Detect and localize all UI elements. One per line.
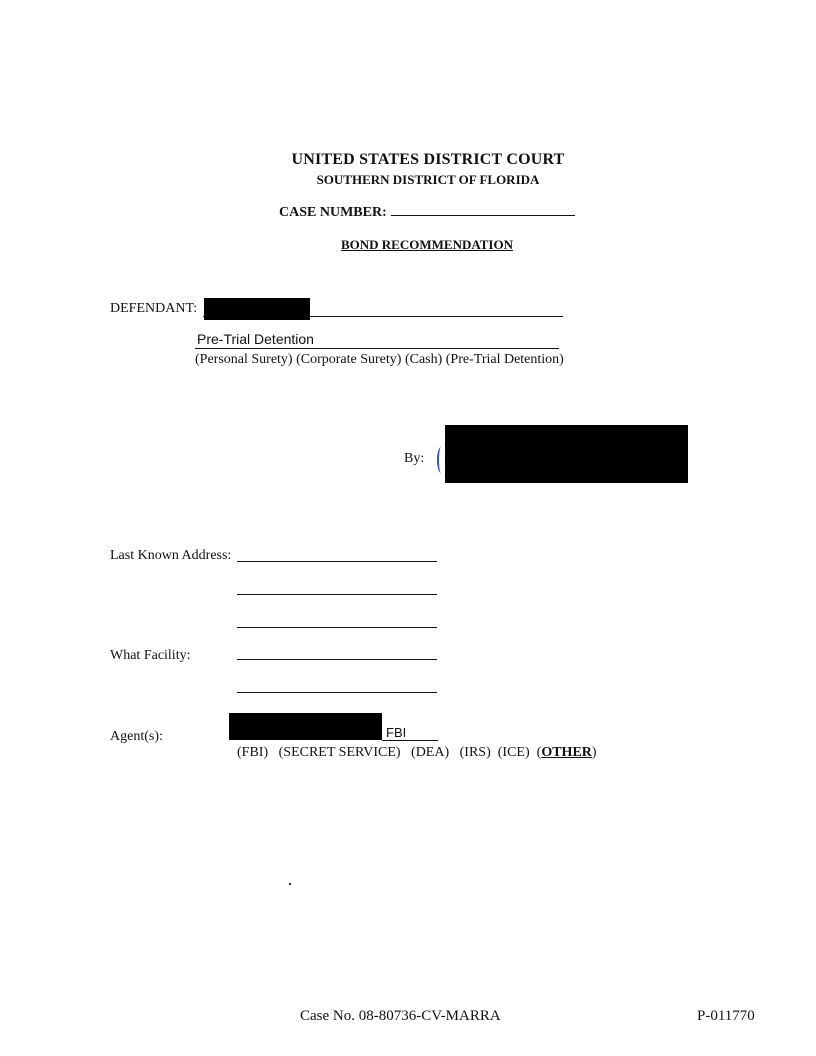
facility-line-2 xyxy=(237,692,437,693)
address-label: Last Known Address: xyxy=(110,548,232,563)
bond-type-value: Pre-Trial Detention xyxy=(197,331,314,347)
agency-options: (FBI) (SECRET SERVICE) (DEA) (IRS) (ICE) (OTHER) xyxy=(237,745,597,760)
agent-name-redaction xyxy=(229,713,382,740)
agency-option-ice: (ICE) xyxy=(497,745,530,760)
signature-redaction xyxy=(445,425,688,483)
stray-dot xyxy=(289,883,291,885)
agency-option-fbi: (FBI) xyxy=(237,745,269,760)
address-line-1 xyxy=(237,561,437,562)
case-number-label: CASE NUMBER: xyxy=(279,205,387,220)
agency-option-irs: (IRS) xyxy=(459,745,491,760)
agency-option-other: OTHER xyxy=(541,745,592,760)
footer-page-id: P-011770 xyxy=(697,1008,755,1024)
case-number-row xyxy=(279,203,575,221)
facility-label: What Facility: xyxy=(110,648,191,663)
agency-option-secret-service: (SECRET SERVICE) xyxy=(278,745,401,760)
court-name: UNITED STATES DISTRICT COURT xyxy=(291,151,565,168)
form-title: BOND RECOMMENDATION xyxy=(340,237,513,252)
address-line-3 xyxy=(237,627,437,628)
agent-agency-value: FBI xyxy=(386,725,407,740)
defendant-label: DEFENDANT: xyxy=(110,301,198,316)
case-number-field xyxy=(391,203,575,216)
defendant-name-redaction xyxy=(204,298,310,320)
court-district: SOUTHERN DISTRICT OF FLORIDA xyxy=(316,172,540,187)
signature-stroke xyxy=(437,447,445,473)
agent-line xyxy=(382,740,438,741)
footer-case-number: Case No. 08-80736-CV-MARRA xyxy=(300,1008,501,1024)
bond-type-options: (Personal Surety) (Corporate Surety) (Cash) (Pre-Trial Detention) xyxy=(195,352,564,367)
address-line-2 xyxy=(237,594,437,595)
bond-type-line xyxy=(195,348,559,349)
agents-label: Agent(s): xyxy=(110,729,163,744)
by-label: By: xyxy=(404,451,425,466)
agency-option-dea: (DEA) xyxy=(411,745,450,760)
facility-line-1 xyxy=(237,659,437,660)
